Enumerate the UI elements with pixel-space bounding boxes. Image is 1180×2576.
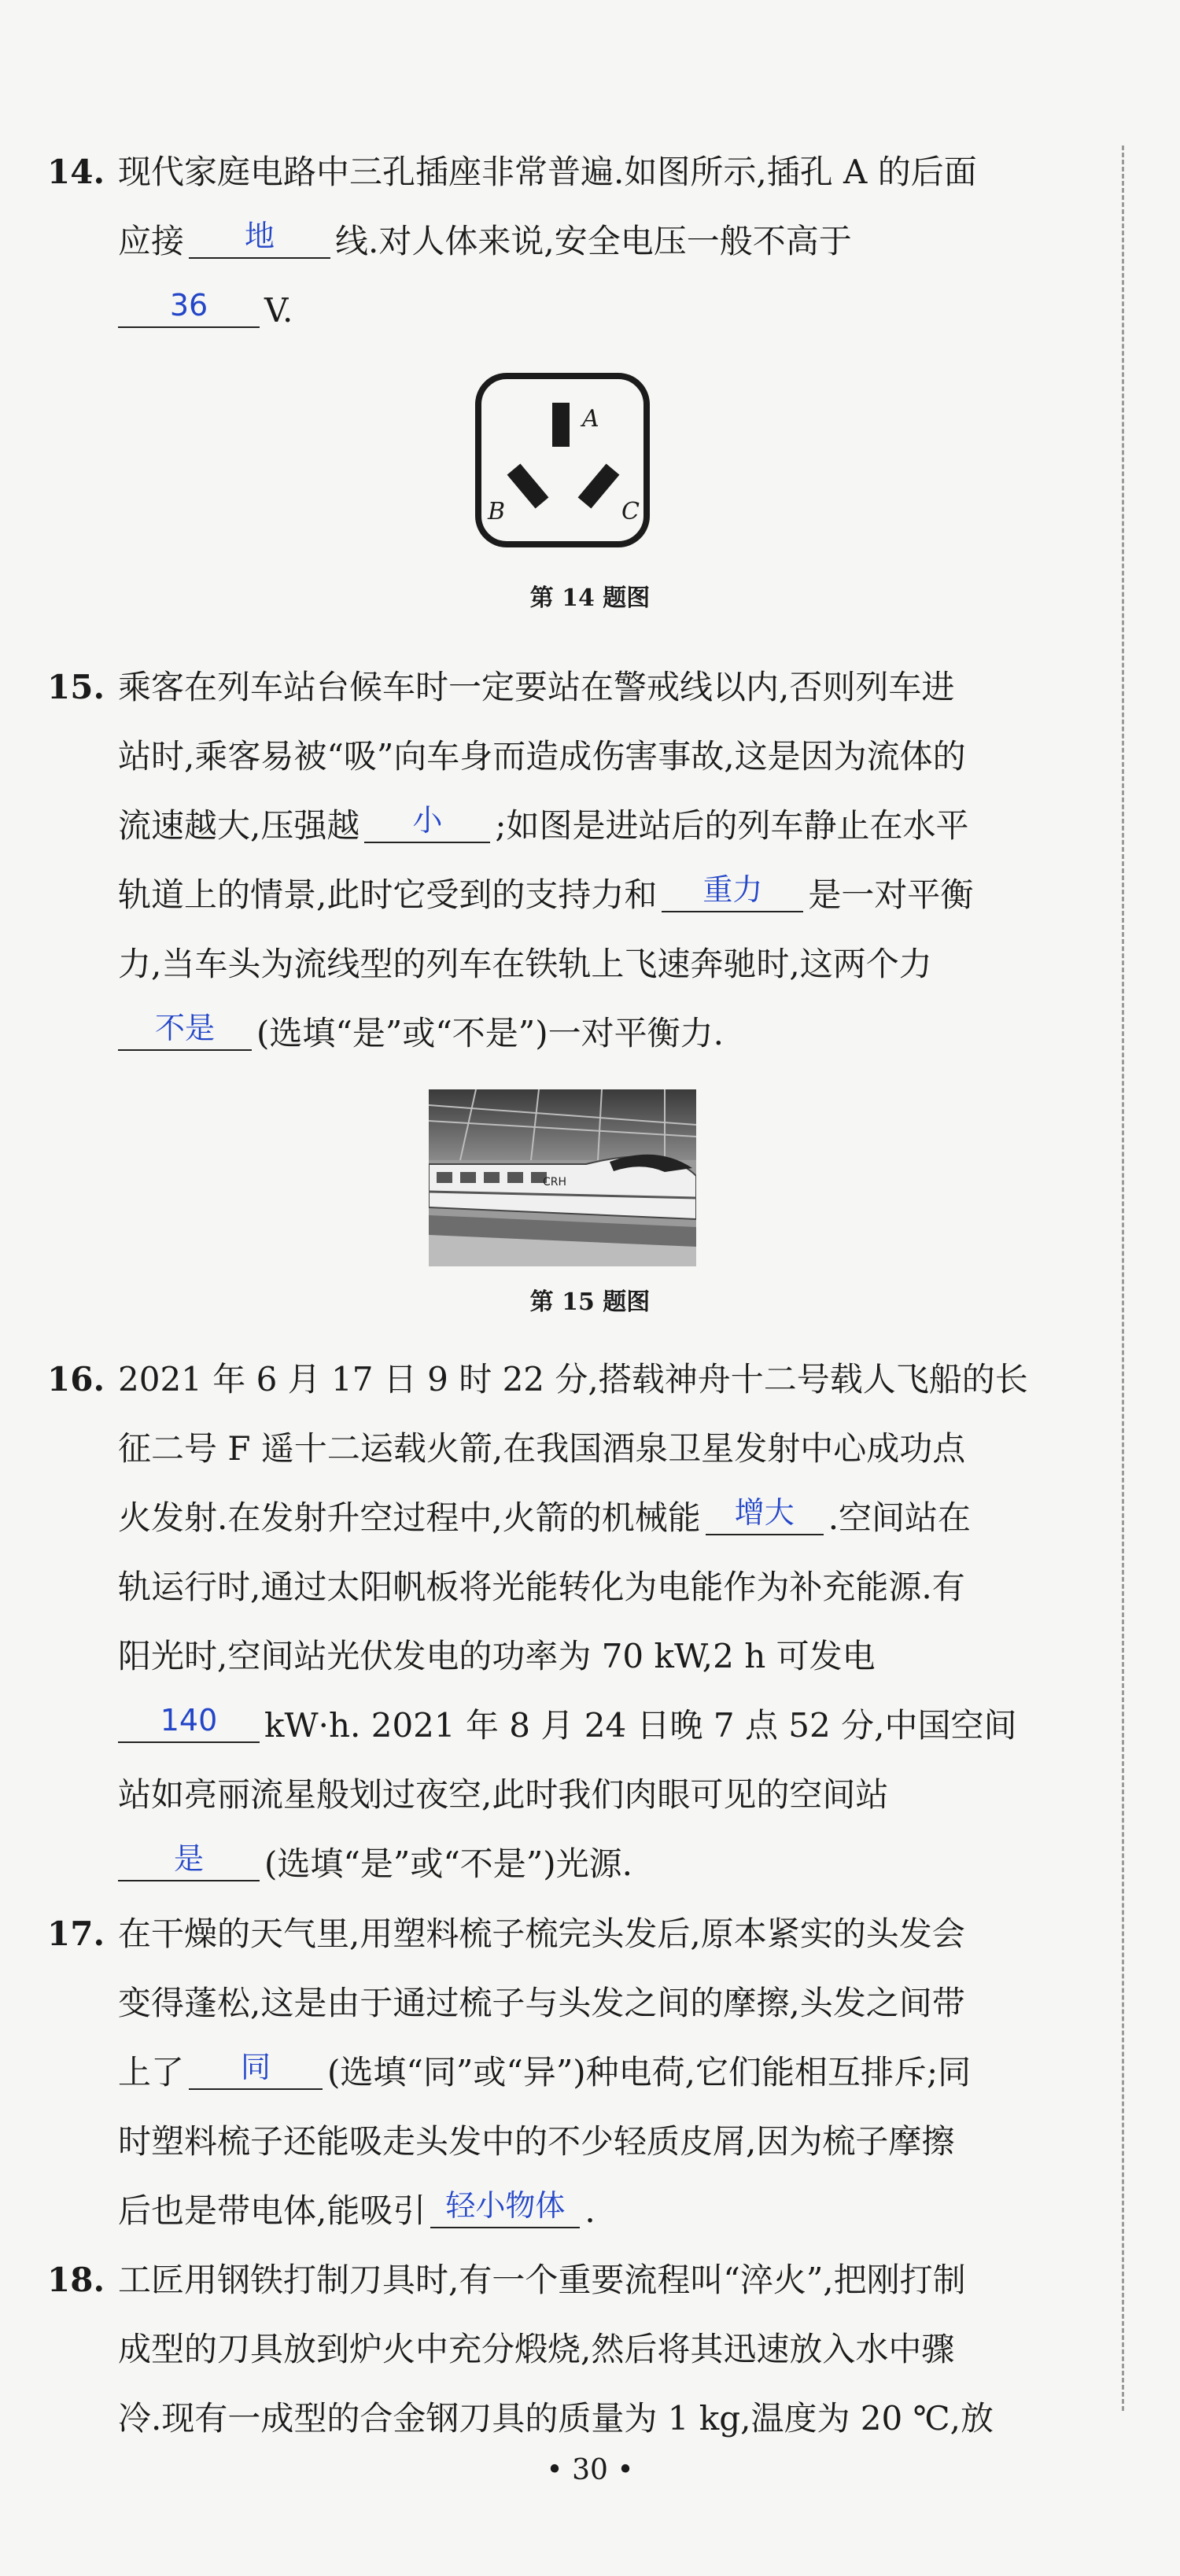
text-line: 现代家庭电路中三孔插座非常普遍.如图所示,插孔 A 的后面 — [118, 153, 977, 191]
question-number: 15. — [47, 668, 105, 706]
text-line: ;如图是进站后的列车静止在水平 — [495, 806, 969, 845]
text-line: 上了 — [118, 2053, 185, 2091]
handwritten-answer: 地 — [245, 219, 275, 253]
text-line: 2021 年 6 月 17 日 9 时 22 分,搭载神舟十二号载人飞船的长 — [118, 1360, 1028, 1399]
text-line: 应接 — [118, 222, 185, 260]
answer-blank[interactable] — [189, 221, 330, 259]
answer-blank[interactable] — [430, 2188, 580, 2228]
text-line: 冷.现有一成型的合金钢刀具的质量为 1 kg,温度为 20 ℃,放 — [118, 2399, 994, 2438]
text-line: 工匠用钢铁打制刀具时,有一个重要流程叫“淬火”,把刚打制 — [118, 2261, 966, 2299]
handwritten-answer: 增大 — [734, 1495, 795, 1530]
socket-figure — [472, 370, 653, 554]
text-line: .空间站在 — [828, 1498, 972, 1537]
handwritten-answer: 140 — [160, 1703, 218, 1738]
label-b: B — [488, 498, 506, 525]
handwritten-answer: 36 — [169, 288, 208, 322]
text-line: 在干燥的天气里,用塑料梳子梳完头发后,原本紧实的头发会 — [118, 1914, 965, 1953]
text-line: 变得蓬松,这是由于通过梳子与头发之间的摩擦,头发之间带 — [118, 1984, 965, 2022]
answer-blank[interactable] — [118, 1013, 252, 1051]
answer-blank[interactable] — [118, 290, 260, 328]
dashed-margin-line — [1122, 146, 1124, 2411]
text-line: 火发射.在发射升空过程中,火箭的机械能 — [118, 1498, 701, 1537]
text-line: 乘客在列车站台候车时一定要站在警戒线以内,否则列车进 — [118, 668, 955, 706]
question-number: 14. — [47, 153, 105, 191]
handwritten-answer: 是 — [173, 1841, 204, 1876]
question-15 — [47, 653, 1086, 1068]
text-line: 站如亮丽流星般划过夜空,此时我们肉眼可见的空间站 — [118, 1775, 889, 1814]
text-line: 阳光时,空间站光伏发电的功率为 70 kW,2 h 可发电 — [118, 1637, 876, 1675]
text-line: (选填“同”或“异”)种电荷,它们能相互排斥;同 — [327, 2053, 972, 2091]
text-line: . — [584, 2191, 596, 2230]
question-17 — [47, 1900, 1086, 2246]
text-line: (选填“是”或“不是”)一对平衡力. — [256, 1014, 725, 1052]
socket-hole-c — [578, 463, 620, 508]
socket-hole-b — [507, 463, 549, 508]
handwritten-answer: 重力 — [702, 872, 763, 907]
text-line: 力,当车头为流线型的列车在铁轨上飞速奔驰时,这两个力 — [118, 945, 932, 983]
answer-blank[interactable] — [118, 1841, 260, 1881]
text-line: V. — [264, 291, 293, 330]
answer-blank[interactable] — [662, 872, 803, 912]
question-number: 18. — [47, 2261, 105, 2299]
question-18 — [47, 2246, 1086, 2453]
question-number: 17. — [47, 1914, 105, 1953]
answer-blank[interactable] — [364, 805, 490, 843]
text-line: kW·h. 2021 年 8 月 24 日晚 7 点 52 分,中国空间 — [264, 1706, 1017, 1745]
question-number: 16. — [47, 1360, 105, 1399]
train-photo — [429, 1089, 696, 1270]
train-logo: CRH — [543, 1176, 567, 1188]
page-number: • 30 • — [546, 2454, 634, 2486]
text-line: 轨运行时,通过太阳帆板将光能转化为电能作为补充能源.有 — [118, 1568, 965, 1606]
text-line: 是一对平衡 — [808, 875, 974, 914]
text-line: 后也是带电体,能吸引 — [118, 2191, 426, 2230]
text-line: 轨道上的情景,此时它受到的支持力和 — [118, 875, 658, 914]
label-a: A — [582, 405, 599, 433]
text-line: 流速越大,压强越 — [118, 806, 360, 845]
handwritten-answer: 小 — [412, 803, 443, 838]
text-line: 站时,乘客易被“吸”向车身而造成伤害事故,这是因为流体的 — [118, 737, 966, 776]
socket-hole-a — [552, 403, 570, 447]
text-line: (选填“是”或“不是”)光源. — [264, 1844, 633, 1883]
question-16 — [47, 1345, 1086, 1899]
text-line: 时塑料梳子还能吸走头发中的不少轻质皮屑,因为梳子摩擦 — [118, 2122, 955, 2161]
answer-blank[interactable] — [189, 2052, 323, 2090]
answer-blank[interactable] — [118, 1705, 260, 1743]
question-14 — [47, 138, 1086, 345]
figure-caption: 第 15 题图 — [529, 1288, 651, 1316]
answer-blank[interactable] — [706, 1495, 824, 1535]
text-line: 线.对人体来说,安全电压一般不高于 — [335, 222, 852, 260]
handwritten-answer: 不是 — [154, 1011, 215, 1045]
figure-caption: 第 14 题图 — [529, 584, 651, 612]
text-line: 成型的刀具放到炉火中充分煅烧,然后将其迅速放入水中骤 — [118, 2330, 955, 2368]
handwritten-answer: 轻小物体 — [445, 2188, 566, 2223]
label-c: C — [621, 498, 640, 525]
text-line: 征二号 F 遥十二运载火箭,在我国酒泉卫星发射中心成功点 — [118, 1429, 966, 1468]
handwritten-answer: 同 — [241, 2050, 271, 2084]
